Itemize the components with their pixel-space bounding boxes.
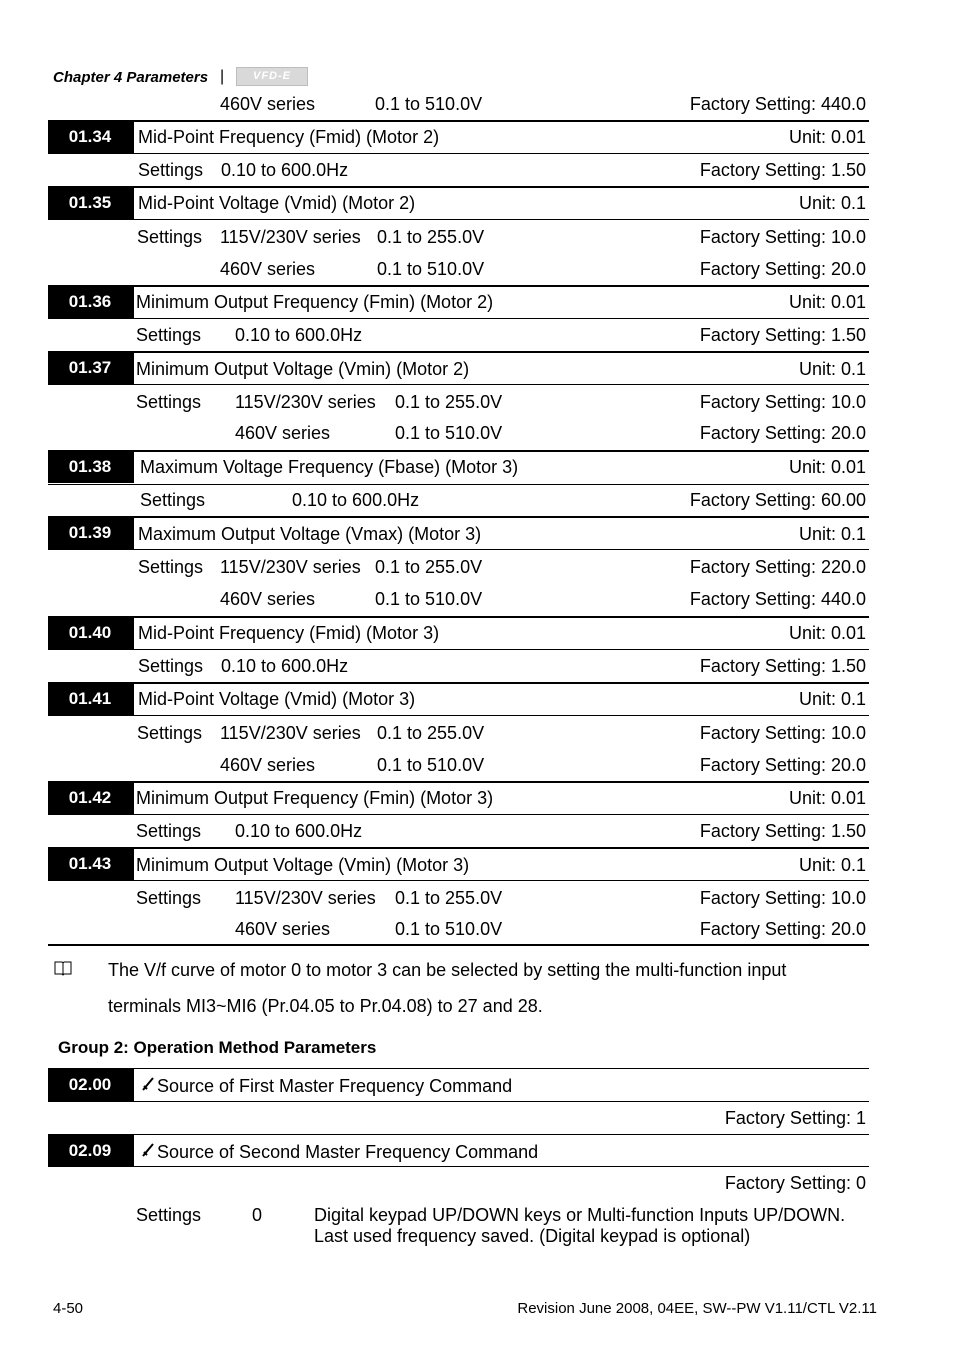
range-value: 0.1 to 255.0V bbox=[377, 723, 485, 743]
series-label: 460V series bbox=[220, 94, 316, 114]
range-value: 0.1 to 510.0V bbox=[375, 589, 483, 609]
series-label: 460V series bbox=[235, 919, 331, 939]
table-border bbox=[48, 649, 869, 650]
param-id: 01.40 bbox=[48, 616, 132, 649]
param-id: 01.39 bbox=[48, 516, 132, 549]
param-id: 01.38 bbox=[48, 450, 132, 483]
table-border bbox=[48, 351, 869, 353]
table-border bbox=[48, 1166, 869, 1167]
setting-value: 0 bbox=[252, 1205, 263, 1225]
note-line-2: terminals MI3~MI6 (Pr.04.05 to Pr.04.08) to 27 and 28. bbox=[108, 996, 543, 1016]
param-id: 02.09 bbox=[48, 1134, 132, 1167]
revision-info: Revision June 2008, 04EE, SW--PW V1.11/CTL V2.11 bbox=[517, 1300, 877, 1317]
chapter-title: Chapter 4 Parameters bbox=[53, 69, 209, 86]
cell-divider bbox=[132, 450, 134, 483]
table-border bbox=[48, 682, 869, 684]
table-border bbox=[48, 549, 869, 550]
param-unit: Unit: 0.01 bbox=[788, 127, 866, 147]
range-value: 0.1 to 255.0V bbox=[395, 392, 503, 412]
range-value: 0.1 to 510.0V bbox=[375, 94, 483, 114]
factory-setting: Factory Setting: 1.50 bbox=[699, 325, 866, 345]
settings-label: Settings bbox=[136, 888, 202, 908]
param-id: 01.43 bbox=[48, 847, 132, 880]
table-border bbox=[48, 484, 869, 485]
param-unit: Unit: 0.1 bbox=[798, 193, 866, 213]
param-id: 01.34 bbox=[48, 120, 132, 153]
cell-divider bbox=[132, 682, 134, 715]
param-name: Minimum Output Frequency (Fmin) (Motor 2) bbox=[136, 292, 494, 312]
param-name-row bbox=[141, 1076, 512, 1095]
settings-label: Settings bbox=[136, 392, 202, 412]
factory-setting: Factory Setting: 220.0 bbox=[689, 557, 866, 577]
param-unit: Unit: 0.01 bbox=[788, 788, 866, 808]
param-name: Mid-Point Voltage (Vmid) (Motor 2) bbox=[138, 193, 416, 213]
table-border bbox=[48, 616, 869, 618]
page-number: 4-50 bbox=[53, 1300, 84, 1317]
range-value: 0.1 to 510.0V bbox=[395, 919, 503, 939]
setting-description-2: Last used frequency saved. (Digital keypad is optional) bbox=[314, 1226, 751, 1246]
range-value: 0.10 to 600.0Hz bbox=[292, 490, 420, 510]
header-separator: | bbox=[220, 68, 225, 85]
table-border bbox=[48, 880, 869, 881]
param-name-row bbox=[141, 1142, 538, 1161]
table-border bbox=[48, 847, 869, 849]
factory-setting: Factory Setting: 20.0 bbox=[699, 919, 866, 939]
range-value: 0.10 to 600.0Hz bbox=[235, 325, 363, 345]
vfd-e-logo: VFD-E bbox=[236, 67, 308, 86]
settings-label: Settings bbox=[137, 227, 203, 247]
factory-setting: Factory Setting: 440.0 bbox=[689, 94, 866, 114]
note-line-1: The V/f curve of motor 0 to motor 3 can be selected by setting the multi-function input bbox=[108, 960, 787, 980]
pen-icon bbox=[141, 1142, 155, 1161]
param-unit: Unit: 0.01 bbox=[788, 457, 866, 477]
param-unit: Unit: 0.01 bbox=[788, 623, 866, 643]
range-value: 0.1 to 510.0V bbox=[377, 259, 485, 279]
param-name: Mid-Point Frequency (Fmid) (Motor 2) bbox=[138, 127, 440, 147]
range-value: 0.10 to 600.0Hz bbox=[235, 821, 363, 841]
cell-divider bbox=[132, 616, 134, 649]
param-name: Minimum Output Voltage (Vmin) (Motor 2) bbox=[136, 359, 470, 379]
param-id: 02.00 bbox=[48, 1068, 132, 1101]
range-value: 0.1 to 255.0V bbox=[377, 227, 485, 247]
table-border bbox=[48, 781, 869, 783]
factory-setting: Factory Setting: 10.0 bbox=[699, 392, 866, 412]
param-id: 01.41 bbox=[48, 682, 132, 715]
series-label: 115V/230V series bbox=[220, 557, 361, 577]
param-name: Source of First Master Frequency Command bbox=[157, 1076, 513, 1096]
range-value: 0.1 to 510.0V bbox=[395, 423, 503, 443]
factory-setting: Factory Setting: 1.50 bbox=[699, 656, 866, 676]
setting-description-1: Digital keypad UP/DOWN keys or Multi-function Inputs UP/DOWN. bbox=[314, 1205, 846, 1225]
cell-divider bbox=[132, 285, 134, 318]
settings-label: Settings bbox=[138, 160, 204, 180]
settings-label: Settings bbox=[138, 557, 204, 577]
cell-divider bbox=[132, 186, 134, 219]
param-id: 01.35 bbox=[48, 186, 132, 219]
param-name: Mid-Point Frequency (Fmid) (Motor 3) bbox=[138, 623, 440, 643]
factory-setting: Factory Setting: 1.50 bbox=[699, 160, 866, 180]
range-value: 0.10 to 600.0Hz bbox=[221, 656, 349, 676]
param-name: Minimum Output Frequency (Fmin) (Motor 3) bbox=[136, 788, 494, 808]
cell-divider bbox=[132, 516, 134, 549]
factory-setting: Factory Setting: 20.0 bbox=[699, 755, 866, 775]
param-unit: Unit: 0.1 bbox=[798, 855, 866, 875]
range-value: 0.1 to 255.0V bbox=[375, 557, 483, 577]
factory-setting: Factory Setting: 0 bbox=[724, 1173, 866, 1193]
cell-divider bbox=[132, 847, 134, 880]
factory-setting: Factory Setting: 20.0 bbox=[699, 259, 866, 279]
group-title: Group 2: Operation Method Parameters bbox=[58, 1038, 377, 1057]
param-unit: Unit: 0.01 bbox=[788, 292, 866, 312]
series-label: 115V/230V series bbox=[235, 888, 376, 908]
param-name: Source of Second Master Frequency Command bbox=[157, 1142, 539, 1162]
table-border bbox=[48, 1101, 869, 1102]
range-value: 0.1 to 255.0V bbox=[395, 888, 503, 908]
series-label: 460V series bbox=[220, 755, 316, 775]
factory-setting: Factory Setting: 1.50 bbox=[699, 821, 866, 841]
table-border bbox=[48, 186, 869, 188]
pen-icon bbox=[141, 1076, 155, 1095]
series-label: 460V series bbox=[220, 589, 316, 609]
param-id: 01.37 bbox=[48, 351, 132, 384]
factory-setting: Factory Setting: 60.00 bbox=[689, 490, 866, 510]
param-unit: Unit: 0.1 bbox=[798, 359, 866, 379]
settings-label: Settings bbox=[138, 656, 204, 676]
series-label: 115V/230V series bbox=[220, 227, 361, 247]
param-name: Maximum Voltage Frequency (Fbase) (Motor 3) bbox=[140, 457, 519, 477]
settings-label: Settings bbox=[136, 1205, 202, 1225]
range-value: 0.1 to 510.0V bbox=[377, 755, 485, 775]
cell-divider bbox=[132, 781, 134, 814]
table-border bbox=[48, 1134, 869, 1135]
settings-label: Settings bbox=[136, 821, 202, 841]
book-icon bbox=[54, 960, 72, 976]
cell-divider bbox=[132, 120, 134, 153]
cell-divider bbox=[132, 351, 134, 384]
table-border bbox=[48, 384, 869, 385]
factory-setting: Factory Setting: 1 bbox=[724, 1108, 866, 1128]
table-border bbox=[48, 944, 869, 946]
series-label: 460V series bbox=[220, 259, 316, 279]
settings-label: Settings bbox=[137, 723, 203, 743]
factory-setting: Factory Setting: 10.0 bbox=[699, 723, 866, 743]
cell-divider bbox=[132, 1068, 134, 1101]
param-name: Mid-Point Voltage (Vmid) (Motor 3) bbox=[138, 689, 416, 709]
param-unit: Unit: 0.1 bbox=[798, 689, 866, 709]
settings-label: Settings bbox=[136, 325, 202, 345]
table-border bbox=[48, 715, 869, 716]
series-label: 115V/230V series bbox=[235, 392, 376, 412]
cell-divider bbox=[132, 1134, 134, 1167]
table-border bbox=[48, 318, 869, 319]
param-id: 01.42 bbox=[48, 781, 132, 814]
table-border bbox=[48, 285, 869, 287]
param-id: 01.36 bbox=[48, 285, 132, 318]
settings-label: Settings bbox=[140, 490, 206, 510]
table-border bbox=[48, 120, 869, 122]
table-border bbox=[48, 219, 869, 220]
table-border bbox=[48, 153, 869, 154]
param-name: Minimum Output Voltage (Vmin) (Motor 3) bbox=[136, 855, 470, 875]
param-name: Maximum Output Voltage (Vmax) (Motor 3) bbox=[138, 524, 482, 544]
table-border bbox=[48, 1068, 869, 1069]
factory-setting: Factory Setting: 20.0 bbox=[699, 423, 866, 443]
series-label: 460V series bbox=[235, 423, 331, 443]
table-border bbox=[48, 814, 869, 815]
factory-setting: Factory Setting: 10.0 bbox=[699, 227, 866, 247]
table-border bbox=[48, 516, 869, 518]
factory-setting: Factory Setting: 440.0 bbox=[689, 589, 866, 609]
series-label: 115V/230V series bbox=[220, 723, 361, 743]
factory-setting: Factory Setting: 10.0 bbox=[699, 888, 866, 908]
param-unit: Unit: 0.1 bbox=[798, 524, 866, 544]
table-border bbox=[48, 450, 869, 452]
range-value: 0.10 to 600.0Hz bbox=[221, 160, 349, 180]
